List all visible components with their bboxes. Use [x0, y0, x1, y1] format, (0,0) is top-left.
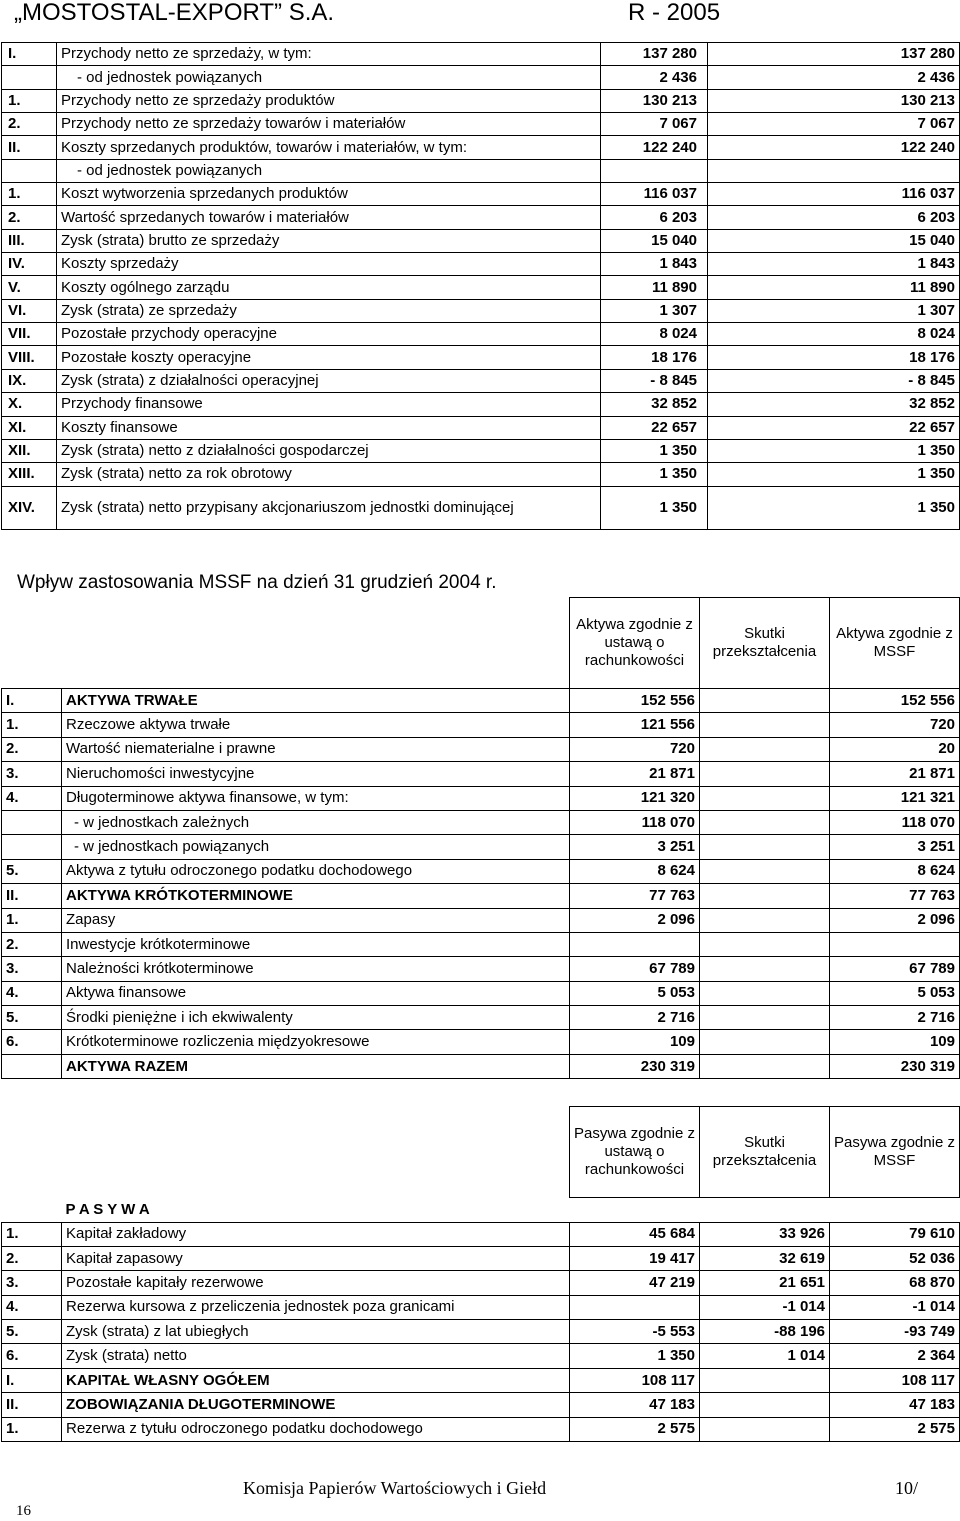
page-number: 16 — [16, 1503, 31, 1519]
value-cell: 32 852 — [708, 393, 960, 416]
row-number: 6. — [2, 1030, 62, 1054]
value-cell: 5 053 — [830, 981, 960, 1005]
income-row — [2, 486, 960, 529]
row-number: X. — [2, 393, 57, 416]
value-cell: 19 417 — [570, 1246, 700, 1270]
value-cell: 68 870 — [830, 1271, 960, 1295]
income-row — [2, 43, 960, 66]
assets-row — [2, 1006, 960, 1030]
value-cell: 108 117 — [570, 1368, 700, 1392]
value-cell — [700, 908, 830, 932]
liabilities-row — [2, 1222, 960, 1246]
value-cell — [700, 713, 830, 737]
row-number — [2, 66, 57, 89]
assets-header-c: Aktywa zgodnie z MSSF — [830, 598, 960, 689]
assets-row — [2, 713, 960, 737]
value-cell: 1 014 — [700, 1344, 830, 1368]
value-cell: -5 553 — [570, 1320, 700, 1344]
value-cell — [570, 932, 700, 956]
value-cell — [700, 981, 830, 1005]
row-number: 1. — [2, 1417, 62, 1441]
value-cell: 1 307 — [601, 299, 708, 322]
assets-header-a: Aktywa zgodnie z ustawą o rachunkowości — [570, 598, 700, 689]
assets-row — [2, 762, 960, 786]
value-cell: 47 183 — [830, 1393, 960, 1417]
row-number: VI. — [2, 299, 57, 322]
liabilities-row — [2, 1417, 960, 1441]
value-cell: 3 251 — [830, 835, 960, 859]
income-row — [2, 183, 960, 206]
value-cell: 118 070 — [830, 810, 960, 834]
assets-row — [2, 786, 960, 810]
footer-page-ref: 10/ — [895, 1478, 919, 1498]
row-number: XIV. — [2, 486, 57, 529]
row-label: Należności krótkoterminowe — [62, 957, 570, 981]
assets-row — [2, 1054, 960, 1078]
assets-row — [2, 932, 960, 956]
value-cell — [700, 1006, 830, 1030]
row-number: 2. — [2, 206, 57, 229]
value-cell: 1 350 — [601, 439, 708, 462]
row-label: Aktywa finansowe — [62, 981, 570, 1005]
row-number: II. — [2, 884, 62, 908]
row-number: II. — [2, 136, 57, 159]
row-number: 4. — [2, 786, 62, 810]
value-cell: 2 096 — [830, 908, 960, 932]
row-number: 3. — [2, 957, 62, 981]
value-cell: 118 070 — [570, 810, 700, 834]
value-cell: 2 436 — [601, 66, 708, 89]
value-cell: 230 319 — [830, 1054, 960, 1078]
value-cell: 1 350 — [570, 1344, 700, 1368]
value-cell: 152 556 — [570, 689, 700, 713]
income-row — [2, 369, 960, 392]
row-label: Środki pieniężne i ich ekwiwalenty — [62, 1006, 570, 1030]
row-number: 5. — [2, 1320, 62, 1344]
row-label: - od jednostek powiązanych — [57, 159, 601, 182]
value-cell — [700, 932, 830, 956]
row-number: XIII. — [2, 463, 57, 486]
liabilities-row — [2, 1271, 960, 1295]
assets-row — [2, 689, 960, 713]
value-cell: 2 575 — [570, 1417, 700, 1441]
value-cell — [700, 689, 830, 713]
row-label: Kapitał zapasowy — [62, 1246, 570, 1270]
value-cell: 122 240 — [601, 136, 708, 159]
value-cell: 109 — [570, 1030, 700, 1054]
row-number: I. — [2, 43, 57, 66]
row-label: Rezerwa z tytułu odroczonego podatku dochodowego — [62, 1417, 570, 1441]
value-cell: 47 183 — [570, 1393, 700, 1417]
value-cell: 22 657 — [708, 416, 960, 439]
value-cell: 5 053 — [570, 981, 700, 1005]
row-number: IX. — [2, 369, 57, 392]
value-cell: 21 871 — [830, 762, 960, 786]
report-code: R - 2005 — [628, 0, 721, 26]
value-cell: 720 — [830, 713, 960, 737]
row-number: 5. — [2, 859, 62, 883]
row-label: Zysk (strata) ze sprzedaży — [57, 299, 601, 322]
liab-header-a: Pasywa zgodnie z ustawą o rachunkowości — [570, 1107, 700, 1198]
row-label: Zysk (strata) netto — [62, 1344, 570, 1368]
income-row — [2, 66, 960, 89]
value-cell: 121 556 — [570, 713, 700, 737]
row-number: 2. — [2, 932, 62, 956]
value-cell: 1 350 — [708, 463, 960, 486]
income-row — [2, 253, 960, 276]
row-label: Pozostałe kapitały rezerwowe — [62, 1271, 570, 1295]
row-number: I. — [2, 689, 62, 713]
assets-row — [2, 1030, 960, 1054]
row-label: Wartość niematerialne i prawne — [62, 737, 570, 761]
assets-row — [2, 859, 960, 883]
value-cell: -88 196 — [700, 1320, 830, 1344]
impact-heading: Wpływ zastosowania MSSF na dzień 31 grudzień 2004 r. — [17, 572, 497, 593]
value-cell — [700, 1368, 830, 1392]
value-cell: 8 624 — [570, 859, 700, 883]
row-number — [2, 159, 57, 182]
income-row — [2, 159, 960, 182]
assets-row — [2, 908, 960, 932]
value-cell: - 8 845 — [601, 369, 708, 392]
value-cell: 21 871 — [570, 762, 700, 786]
value-cell: 8 024 — [601, 323, 708, 346]
assets-row — [2, 884, 960, 908]
income-row — [2, 346, 960, 369]
row-label: Pozostałe przychody operacyjne — [57, 323, 601, 346]
liabilities-row — [2, 1246, 960, 1270]
row-label: Koszty ogólnego zarządu — [57, 276, 601, 299]
value-cell: 137 280 — [601, 43, 708, 66]
row-number: 1. — [2, 713, 62, 737]
row-label: ZOBOWIĄZANIA DŁUGOTERMINOWE — [62, 1393, 570, 1417]
row-label: Rezerwa kursowa z przeliczenia jednostek poza granicami — [62, 1295, 570, 1319]
value-cell: 6 203 — [708, 206, 960, 229]
footer-org: Komisja Papierów Wartościowych i Giełd — [243, 1478, 547, 1498]
row-number: 1. — [2, 1222, 62, 1246]
value-cell: 21 651 — [700, 1271, 830, 1295]
value-cell: 230 319 — [570, 1054, 700, 1078]
value-cell: -1 014 — [700, 1295, 830, 1319]
value-cell: 2 436 — [708, 66, 960, 89]
value-cell: 18 176 — [708, 346, 960, 369]
value-cell: 1 350 — [708, 486, 960, 529]
row-label: Kapitał zakładowy — [62, 1222, 570, 1246]
row-number: I. — [2, 1368, 62, 1392]
row-number: 4. — [2, 1295, 62, 1319]
row-label: Rzeczowe aktywa trwałe — [62, 713, 570, 737]
value-cell: -93 749 — [830, 1320, 960, 1344]
value-cell: 1 843 — [708, 253, 960, 276]
row-number: 2. — [2, 737, 62, 761]
value-cell: 720 — [570, 737, 700, 761]
value-cell: 22 657 — [601, 416, 708, 439]
value-cell: 1 843 — [601, 253, 708, 276]
value-cell: - 8 845 — [708, 369, 960, 392]
row-label: AKTYWA TRWAŁE — [62, 689, 570, 713]
value-cell: 15 040 — [708, 229, 960, 252]
row-number: VIII. — [2, 346, 57, 369]
value-cell: 116 037 — [708, 183, 960, 206]
value-cell: 11 890 — [708, 276, 960, 299]
value-cell — [700, 859, 830, 883]
income-row — [2, 439, 960, 462]
value-cell: 130 213 — [601, 89, 708, 112]
row-label: - w jednostkach zależnych — [62, 810, 570, 834]
row-number: 3. — [2, 762, 62, 786]
value-cell: 2 096 — [570, 908, 700, 932]
row-label: Przychody netto ze sprzedaży, w tym: — [57, 43, 601, 66]
value-cell: 8 624 — [830, 859, 960, 883]
row-label: Wartość sprzedanych towarów i materiałów — [57, 206, 601, 229]
liabilities-row — [2, 1320, 960, 1344]
income-row — [2, 136, 960, 159]
value-cell — [700, 1393, 830, 1417]
row-label: Koszty sprzedaży — [57, 253, 601, 276]
assets-row — [2, 737, 960, 761]
value-cell: 8 024 — [708, 323, 960, 346]
value-cell: 3 251 — [570, 835, 700, 859]
value-cell: 2 716 — [570, 1006, 700, 1030]
value-cell: 18 176 — [601, 346, 708, 369]
value-cell: 77 763 — [830, 884, 960, 908]
row-number: 3. — [2, 1271, 62, 1295]
row-number: II. — [2, 1393, 62, 1417]
income-row — [2, 206, 960, 229]
value-cell: 32 852 — [601, 393, 708, 416]
row-label: Krótkoterminowe rozliczenia międzyokresowe — [62, 1030, 570, 1054]
income-row — [2, 463, 960, 486]
value-cell: 7 067 — [708, 113, 960, 136]
row-number: 1. — [2, 908, 62, 932]
value-cell: -1 014 — [830, 1295, 960, 1319]
value-cell — [700, 1417, 830, 1441]
value-cell: 1 350 — [708, 439, 960, 462]
row-label: Nieruchomości inwestycyjne — [62, 762, 570, 786]
row-number: 6. — [2, 1344, 62, 1368]
value-cell: 6 203 — [601, 206, 708, 229]
value-cell: 52 036 — [830, 1246, 960, 1270]
income-row — [2, 416, 960, 439]
value-cell: 1 350 — [601, 486, 708, 529]
income-row — [2, 229, 960, 252]
value-cell: 79 610 — [830, 1222, 960, 1246]
value-cell: 109 — [830, 1030, 960, 1054]
value-cell: 2 575 — [830, 1417, 960, 1441]
value-cell — [570, 1295, 700, 1319]
value-cell — [700, 1054, 830, 1078]
row-label: Zysk (strata) z działalności operacyjnej — [57, 369, 601, 392]
row-label: Zysk (strata) netto za rok obrotowy — [57, 463, 601, 486]
income-row — [2, 299, 960, 322]
value-cell: 7 067 — [601, 113, 708, 136]
value-cell: 67 789 — [570, 957, 700, 981]
row-number: 2. — [2, 113, 57, 136]
liabilities-row — [2, 1295, 960, 1319]
value-cell — [700, 762, 830, 786]
value-cell: 2 716 — [830, 1006, 960, 1030]
row-number — [2, 1054, 62, 1078]
row-label: Zysk (strata) z lat ubiegłych — [62, 1320, 570, 1344]
row-label: Koszty finansowe — [57, 416, 601, 439]
income-row — [2, 393, 960, 416]
income-row — [2, 276, 960, 299]
row-number: VII. — [2, 323, 57, 346]
liabilities-table — [1, 1106, 960, 1442]
value-cell — [601, 159, 708, 182]
liab-header-row — [2, 1107, 960, 1198]
value-cell — [700, 835, 830, 859]
value-cell: 15 040 — [601, 229, 708, 252]
value-cell: 1 350 — [601, 463, 708, 486]
value-cell: 121 320 — [570, 786, 700, 810]
row-label: AKTYWA RAZEM — [62, 1054, 570, 1078]
row-label: Przychody netto ze sprzedaży produktów — [57, 89, 601, 112]
assets-row — [2, 810, 960, 834]
row-number: 4. — [2, 981, 62, 1005]
row-number: 2. — [2, 1246, 62, 1270]
row-label: Inwestycje krótkoterminowe — [62, 932, 570, 956]
row-label: Zysk (strata) netto przypisany akcjonariuszom jednostki dominującej — [57, 486, 601, 529]
value-cell — [700, 810, 830, 834]
row-label: - w jednostkach powiązanych — [62, 835, 570, 859]
row-number: 1. — [2, 89, 57, 112]
value-cell — [700, 884, 830, 908]
value-cell: 152 556 — [830, 689, 960, 713]
liabilities-row — [2, 1393, 960, 1417]
row-label: Zysk (strata) brutto ze sprzedaży — [57, 229, 601, 252]
assets-row — [2, 981, 960, 1005]
value-cell: 20 — [830, 737, 960, 761]
income-row — [2, 113, 960, 136]
value-cell: 116 037 — [601, 183, 708, 206]
assets-table — [1, 597, 960, 1079]
liab-header-b: Skutki przekształcenia — [700, 1107, 830, 1198]
row-label: Zapasy — [62, 908, 570, 932]
liab-header-c: Pasywa zgodnie z MSSF — [830, 1107, 960, 1198]
value-cell — [700, 737, 830, 761]
value-cell: 77 763 — [570, 884, 700, 908]
assets-row — [2, 957, 960, 981]
value-cell: 121 321 — [830, 786, 960, 810]
row-label: KAPITAŁ WŁASNY OGÓŁEM — [62, 1368, 570, 1392]
value-cell: 45 684 — [570, 1222, 700, 1246]
value-cell: 1 307 — [708, 299, 960, 322]
row-label: - od jednostek powiązanych — [57, 66, 601, 89]
row-label: Zysk (strata) netto z działalności gospodarczej — [57, 439, 601, 462]
value-cell: 32 619 — [700, 1246, 830, 1270]
income-table — [1, 42, 960, 530]
row-number: 1. — [2, 183, 57, 206]
row-label: AKTYWA KRÓTKOTERMINOWE — [62, 884, 570, 908]
row-label: Przychody netto ze sprzedaży towarów i materiałów — [57, 113, 601, 136]
value-cell — [708, 159, 960, 182]
value-cell: 67 789 — [830, 957, 960, 981]
row-label: Pozostałe koszty operacyjne — [57, 346, 601, 369]
value-cell — [830, 932, 960, 956]
row-label: Koszty sprzedanych produktów, towarów i materiałów, w tym: — [57, 136, 601, 159]
company-name: „MOSTOSTAL-EXPORT” S.A. — [14, 0, 335, 26]
row-number: XII. — [2, 439, 57, 462]
row-number: 5. — [2, 1006, 62, 1030]
row-label: Długoterminowe aktywa finansowe, w tym: — [62, 786, 570, 810]
value-cell: 33 926 — [700, 1222, 830, 1246]
value-cell — [700, 1030, 830, 1054]
value-cell: 137 280 — [708, 43, 960, 66]
row-number: IV. — [2, 253, 57, 276]
row-label: Przychody finansowe — [57, 393, 601, 416]
row-label: Koszt wytworzenia sprzedanych produktów — [57, 183, 601, 206]
liab-title: P A S Y W A — [62, 1198, 570, 1223]
value-cell — [700, 786, 830, 810]
row-number: III. — [2, 229, 57, 252]
value-cell: 11 890 — [601, 276, 708, 299]
value-cell: 2 364 — [830, 1344, 960, 1368]
income-row — [2, 89, 960, 112]
value-cell — [700, 957, 830, 981]
liab-title-row — [2, 1198, 960, 1223]
assets-row — [2, 835, 960, 859]
row-number: XI. — [2, 416, 57, 439]
row-label: Aktywa z tytułu odroczonego podatku dochodowego — [62, 859, 570, 883]
assets-header-row — [2, 598, 960, 689]
row-number — [2, 810, 62, 834]
income-row — [2, 323, 960, 346]
assets-header-b: Skutki przekształcenia — [700, 598, 830, 689]
value-cell: 122 240 — [708, 136, 960, 159]
value-cell: 47 219 — [570, 1271, 700, 1295]
value-cell: 130 213 — [708, 89, 960, 112]
row-number: V. — [2, 276, 57, 299]
liabilities-row — [2, 1344, 960, 1368]
row-number — [2, 835, 62, 859]
value-cell: 108 117 — [830, 1368, 960, 1392]
liabilities-row — [2, 1368, 960, 1392]
